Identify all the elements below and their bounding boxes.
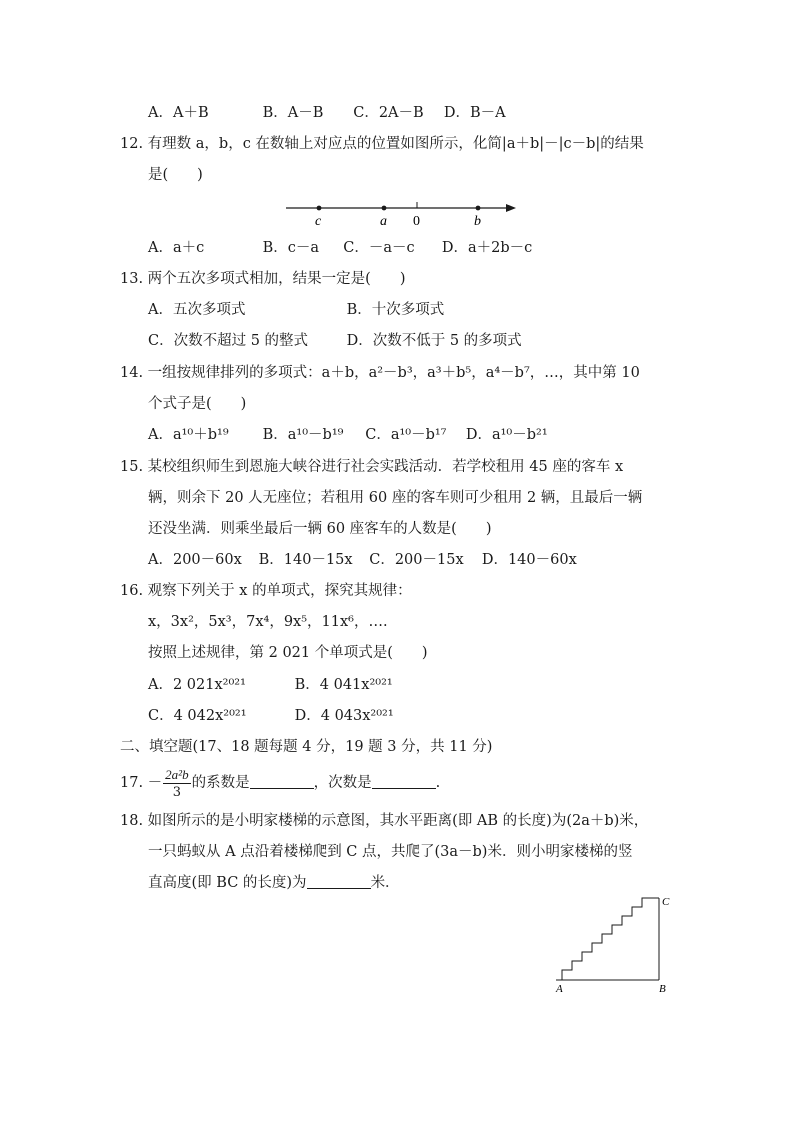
q13-stem bbox=[120, 269, 405, 289]
q14-option-b: B．a¹⁰－b¹⁹ bbox=[262, 427, 344, 443]
label-a: a bbox=[380, 214, 387, 229]
point-b-dot bbox=[476, 206, 481, 211]
q13-option-a: A．五次多项式 bbox=[148, 302, 246, 318]
q16-options-row1 bbox=[148, 675, 393, 695]
label-point-b: B bbox=[659, 983, 666, 995]
q17-degree-blank[interactable] bbox=[372, 774, 436, 789]
q17-fraction-numerator: 2a²b bbox=[165, 766, 189, 782]
q18-text-line3b: 米． bbox=[370, 875, 400, 891]
q17-fraction-denominator: 3 bbox=[172, 784, 182, 800]
q16-option-a: A．2 021x²⁰²¹ bbox=[148, 677, 246, 693]
label-b: b bbox=[474, 214, 481, 229]
q15-text-line1: 某校组织师生到恩施大峡谷进行社会实践活动．若学校租用 45 座的客车 x bbox=[147, 459, 624, 475]
q12-options bbox=[148, 238, 532, 258]
q11-option-a: A．A＋B bbox=[148, 105, 209, 121]
q17-text-a: 的系数是 bbox=[191, 775, 250, 791]
label-point-c: C bbox=[662, 896, 670, 908]
q15-option-c: C．200－15x bbox=[369, 552, 464, 568]
q17-text-b: ，次数是 bbox=[313, 775, 372, 791]
q18-text-line2: 一只蚂蚁从 A 点沿着楼梯爬到 C 点，共爬了(3a－b)米．则小明家楼梯的竖 bbox=[148, 844, 633, 860]
q17-fraction bbox=[163, 766, 190, 801]
q12-number: 12. bbox=[120, 136, 144, 152]
q16-option-b: B．4 041x²⁰²¹ bbox=[294, 677, 393, 693]
stair-steps bbox=[562, 898, 659, 980]
q18-height-blank[interactable] bbox=[307, 874, 371, 889]
q16-number: 16. bbox=[120, 583, 144, 599]
q12-text-line1: 有理数 a，b，c 在数轴上对应点的位置如图所示，化简|a＋b|－|c－b|的结果 bbox=[147, 136, 644, 152]
label-c: c bbox=[315, 214, 322, 229]
q18-stem-line1 bbox=[120, 811, 648, 831]
q15-stem-line1 bbox=[120, 457, 623, 477]
q18-stem-line3 bbox=[148, 873, 400, 893]
q14-text-line1: 一组按规律排列的多项式：a＋b，a²－b³，a³＋b⁵，a⁴－b⁷，…，其中第 10 bbox=[147, 365, 640, 381]
q17-stem bbox=[120, 764, 440, 802]
q11-option-b: B．A－B bbox=[262, 105, 324, 121]
q13-text: 两个五次多项式相加，结果一定是( ) bbox=[147, 271, 406, 287]
q15-options bbox=[148, 550, 577, 570]
q14-text-line2: 个式子是( ) bbox=[148, 396, 247, 412]
q18-text-line1: 如图所示的是小明家楼梯的示意图，其水平距离(即 AB 的长度)为(2a＋b)米， bbox=[147, 813, 649, 829]
label-point-a: A bbox=[556, 983, 563, 995]
label-zero: 0 bbox=[413, 214, 420, 229]
q18-number: 18. bbox=[120, 813, 144, 829]
q12-text-line2: 是( ) bbox=[148, 167, 203, 183]
q14-option-a: A．a¹⁰＋b¹⁹ bbox=[148, 427, 229, 443]
q17-coefficient-blank[interactable] bbox=[250, 774, 314, 789]
number-line-arrow-icon bbox=[506, 204, 516, 212]
q16-sequence: x，3x²，5x³，7x⁴，9x⁵，11x⁶，…. bbox=[148, 614, 388, 630]
q16-option-d: D．4 043x²⁰²¹ bbox=[294, 708, 394, 724]
q14-stem-line1 bbox=[120, 363, 640, 383]
q11-option-c: C．2A－B bbox=[353, 105, 424, 121]
q14-number: 14. bbox=[120, 365, 144, 381]
q12-stem-line1 bbox=[120, 134, 644, 154]
q17-text-end: . bbox=[435, 775, 441, 791]
q13-number: 13. bbox=[120, 271, 144, 287]
q12-option-d: D．a＋2b－c bbox=[441, 240, 533, 256]
q16-options-row2 bbox=[148, 706, 394, 726]
point-a-dot bbox=[382, 206, 387, 211]
q13-option-b: B．十次多项式 bbox=[346, 302, 445, 318]
q15-number: 15. bbox=[120, 459, 144, 475]
q13-options-row1 bbox=[148, 300, 444, 320]
q15-option-d: D．140－60x bbox=[481, 552, 577, 568]
q15-option-a: A．200－60x bbox=[148, 552, 242, 568]
q12-option-b: B．c－a bbox=[262, 240, 320, 256]
q14-options bbox=[148, 425, 548, 445]
q16-text-line1: 观察下列关于 x 的单项式，探究其规律： bbox=[147, 583, 412, 599]
q12-number-line-figure bbox=[280, 196, 525, 232]
q15-text-line3: 还没坐满．则乘坐最后一辆 60 座客车的人数是( ) bbox=[148, 521, 492, 537]
point-c-dot bbox=[317, 206, 322, 211]
q18-staircase-figure bbox=[552, 894, 680, 998]
q13-option-d: D．次数不低于 5 的多项式 bbox=[346, 333, 522, 349]
q12-option-c: C．－a－c bbox=[343, 240, 415, 256]
q16-text-line3: 按照上述规律，第 2 021 个单项式是( ) bbox=[148, 645, 428, 661]
q18-text-line3a: 直高度(即 BC 的长度)为 bbox=[148, 875, 307, 891]
q17-number: 17. bbox=[120, 775, 144, 791]
q15-text-line2: 辆，则余下 20 人无座位；若租用 60 座的客车则可少租用 2 辆，且最后一辆 bbox=[148, 490, 643, 506]
q14-option-d: D．a¹⁰－b²¹ bbox=[465, 427, 548, 443]
section-2-heading: 二、填空题(17、18 题每题 4 分，19 题 3 分，共 11 分) bbox=[120, 739, 493, 755]
q12-option-a: A．a＋c bbox=[148, 240, 205, 256]
q14-option-c: C．a¹⁰－b¹⁷ bbox=[365, 427, 447, 443]
q16-option-c: C．4 042x²⁰²¹ bbox=[148, 708, 247, 724]
q15-option-b: B．140－15x bbox=[258, 552, 353, 568]
q11-options bbox=[148, 103, 506, 123]
q13-options-row2 bbox=[148, 331, 522, 351]
q13-option-c: C．次数不超过 5 的整式 bbox=[148, 333, 309, 349]
q17-minus-sign: － bbox=[147, 775, 163, 791]
q16-stem-line1 bbox=[120, 581, 412, 601]
q11-option-d: D．B－A bbox=[443, 105, 506, 121]
